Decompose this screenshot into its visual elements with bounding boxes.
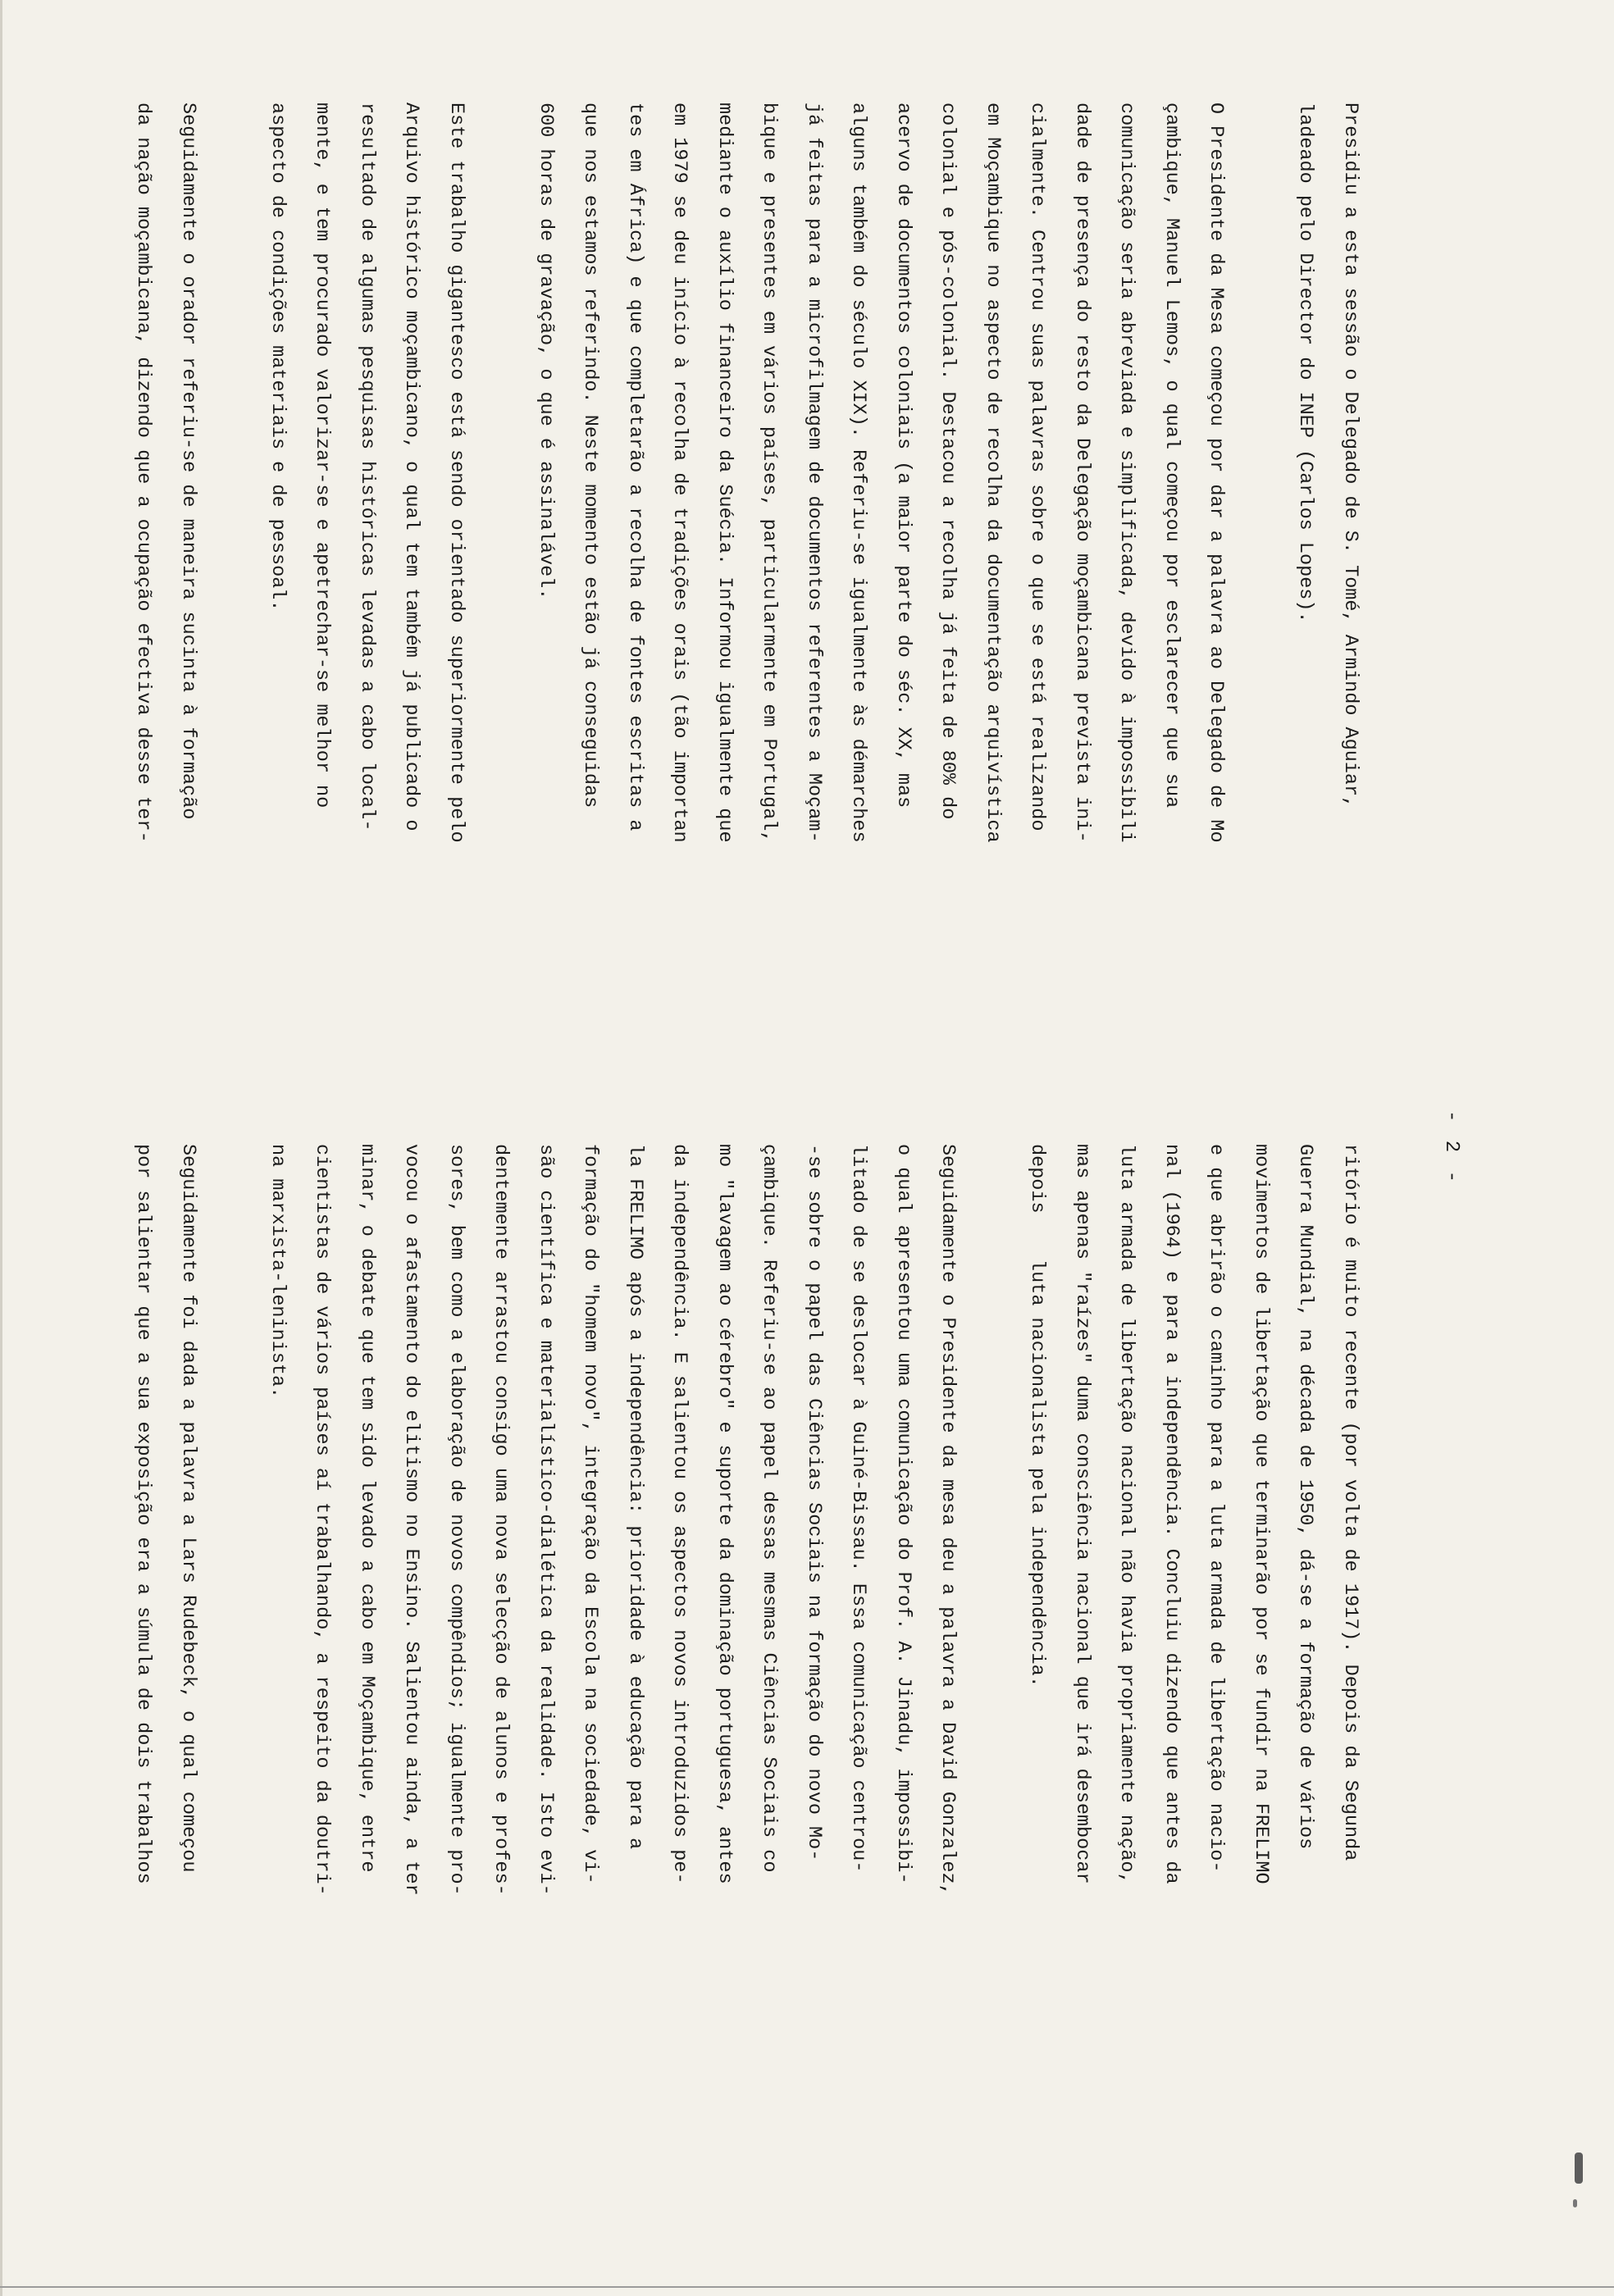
text-line: formação do "homem novo", integração da Escola na sociedade, vi- xyxy=(579,1144,602,1884)
text-line: que nos estamos referindo. Neste momento estão já conseguidas xyxy=(579,102,602,809)
text-line: Presidiu a esta sessão o Delegado de S. Tomé, Armindo Aguiar, xyxy=(1339,102,1361,809)
text-line: da nação moçambicana, dizendo que a ocupação efectiva desse ter- xyxy=(132,102,155,843)
text-line: çambique, Manuel Lemos, o qual começou por esclarecer que sua xyxy=(1160,102,1183,809)
paragraph xyxy=(255,1144,970,2140)
text-line: ritório é muito recente (por volta de 1917). Depois da Segunda xyxy=(1339,1144,1361,1861)
text-line: 600 horas de gravação, o que é assinalável. xyxy=(535,102,557,600)
text-line: acervo de documentos coloniais (a maior parte do séc. XX, mas xyxy=(892,102,914,809)
text-line: em 1979 se deu início à recolha de tradições orais (tão importan xyxy=(668,102,691,843)
text-line: dentemente arrastou consigo uma nova selecção de alunos e profes- xyxy=(490,1144,513,1896)
text-line: nal (1964) e para a independência. Concluiu dizendo que antes da xyxy=(1160,1144,1183,1884)
text-line: minar, o debate que tem sido levado a cabo em Moçambique, entre xyxy=(356,1144,378,1873)
text-line: mas apenas "raízes" duma consciência nacional que irá desembocar xyxy=(1071,1144,1093,1884)
text-line: aspecto de condições materiais e de pessoal. xyxy=(267,102,289,612)
text-line: e que abrirão o caminho para a luta armada de libertação nacio- xyxy=(1205,1144,1228,1873)
text-line: Seguidamente o Presidente da mesa deu a palavra a David Gonzalez, xyxy=(937,1144,960,1896)
text-line: mente, e tem procurado valorizar-se e apetrechar-se melhor no xyxy=(311,102,334,809)
text-line: cialmente. Centrou suas palavras sobre o que se está realizando xyxy=(1026,102,1049,831)
text-line: ladeado pelo Director do INEP (Carlos Lopes). xyxy=(1294,102,1317,623)
text-line: da independência. E salientou os aspectos novos introduzidos pe- xyxy=(668,1144,691,1884)
text-line: Arquivo histórico moçambicano, o qual tem também já publicado o xyxy=(400,102,423,831)
text-line: em Moçambique no aspecto de recolha da documentação arquivística xyxy=(982,102,1004,843)
text-line: tes em África) e que completarão a recolha de fontes escritas a xyxy=(624,102,646,831)
text-line: vocou o afastamento do elitismo no Ensino. Salientou ainda, a ter xyxy=(400,1144,423,1896)
paragraph xyxy=(1283,102,1372,1099)
text-line: depois luta nacionalista pela independência. xyxy=(1026,1144,1049,1688)
text-line: movimentos de libertação que terminarão por se fundir na FRELIMO xyxy=(1250,1144,1272,1884)
text-line: alguns também do século XIX). Referiu-se igualmente às démarches xyxy=(847,102,870,843)
paragraph xyxy=(121,102,210,1099)
text-line: o qual apresentou uma comunicação do Prof. A. Jinadu, impossibi- xyxy=(892,1144,914,1884)
left-column xyxy=(76,102,1373,1099)
text-line: -se sobre o papel das Ciências Sociais na formação do novo Mo- xyxy=(803,1144,825,1861)
text-line: cientistas de vários países aí trabalhando, a respeito da doutri- xyxy=(311,1144,334,1896)
text-line: luta armada de libertação nacional não havia propriamente nação, xyxy=(1115,1144,1138,1884)
text-line: já feitas para a microfilmagem de documentos referentes a Moçam- xyxy=(803,102,825,843)
text-line: resultado de algumas pesquisas históricas levadas a cabo local- xyxy=(356,102,378,831)
text-line: mediante o auxílio financeiro da Suécia. Informou igualmente que xyxy=(714,102,736,843)
text-line: Seguidamente foi dada a palavra a Lars Rudebeck, o qual começou xyxy=(177,1144,199,1873)
text-line: colonial e pós-colonial. Destacou a recolha já feita de 80% do xyxy=(937,102,960,820)
text-line: por salientar que a sua exposição era a súmula de dois trabalhos xyxy=(132,1144,155,1884)
right-column xyxy=(76,1144,1373,2140)
paragraph xyxy=(1014,1144,1372,2140)
text-line: são científica e materialístico-dialética da realidade. Isto evi- xyxy=(535,1144,557,1896)
text-line: la FRELIMO após a independência: prioridade à educação para a xyxy=(624,1144,646,1850)
text-line: bique e presentes em vários países, particularmente em Portugal, xyxy=(758,102,781,843)
text-line: na marxista-leninista. xyxy=(267,1144,289,1399)
text-line: Seguidamente o orador referiu-se de maneira sucinta à formação xyxy=(177,102,199,820)
text-line: sores, bem como a elaboração de novos compêndios; igualmente pro- xyxy=(445,1144,467,1896)
paragraph xyxy=(523,102,1238,1099)
paragraph xyxy=(255,102,479,1099)
text-line: çambique. Referiu-se ao papel dessas mesmas Ciências Sociais co xyxy=(758,1144,781,1873)
page-number: - 2 - xyxy=(1440,1109,1462,1186)
text-line: litado de se deslocar à Guiné-Bissau. Essa comunicação centrou- xyxy=(847,1144,870,1873)
text-line: O Presidente da Mesa começou por dar a palavra ao Delegado de Mo xyxy=(1205,102,1228,843)
text-line: Este trabalho gigantesco está sendo orientado superiormente pelo xyxy=(445,102,467,843)
text-line: mo "lavagem ao cérebro" e suporte da dominação portuguesa, antes xyxy=(714,1144,736,1884)
paragraph xyxy=(121,1144,210,2140)
text-line: dade de presença do resto da Delegação moçambicana prevista ini- xyxy=(1071,102,1093,843)
text-line: Guerra Mundial, na década de 1950, dá-se a formação de vários xyxy=(1294,1144,1317,1850)
text-line: comunicação seria abreviada e simplificada, devido à impossibili xyxy=(1115,102,1138,843)
